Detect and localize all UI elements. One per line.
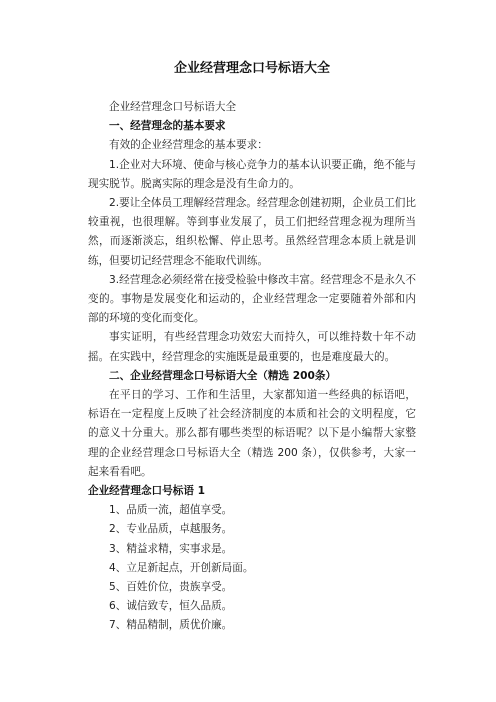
list-item: 7、精品精制，质优价廉。	[109, 619, 233, 632]
point-3: 3.经营理念必须经常在接受检验中修改丰富。经营理念不是永久不变的。事物是发展变化和运动的，企业经营理念一定要随着外部和内部的环境的变化而变化。	[88, 273, 416, 325]
section-heading-2: 二、企业经营理念口号标语大全（精选 200条）	[109, 369, 337, 382]
point-1: 1.企业对大环境、使命与核心竞争力的基本认识要正确，绝不能与现实脱节。脱离实际的理念是没有生命力的。	[88, 158, 416, 190]
list-item: 3、精益求精，实事求是。	[109, 542, 233, 555]
slogan-list	[88, 501, 416, 635]
document-subtitle: 企业经营理念口号标语大全	[109, 101, 237, 113]
section-2-intro: 在平日的学习、工作和生活里，大家都知道一些经典的标语吧，标语在一定程度上反映了社会经济制度的本质和社会的文明程度，它的意义十分重大。那么都有哪些类型的标语呢？以下是小编帮大家整理的企业经营理念口号标语大全（精选 200 条），仅供参考，大家一起来看看吧。	[88, 389, 416, 478]
slogan-heading: 企业经营理念口号标语 1	[88, 485, 205, 498]
document-title: 企业经营理念口号标语大全	[173, 61, 330, 76]
list-item: 2、专业品质，卓越服务。	[109, 523, 233, 536]
point-2: 2.要让全体员工理解经营理念。经营理念创建初期，企业员工们比较重视，也很理解。等到事业发展了，员工们把经营理念视为理所当然，而逐渐淡忘，组织松懈、停止思考。虽然经营理念本质上就是训练，但要切记经营理念不能取代训练。	[88, 197, 416, 267]
section-1-intro: 有效的企业经营理念的基本要求：	[109, 139, 268, 152]
list-item: 1、品质一流，超值享受。	[109, 504, 233, 517]
point-fact: 事实证明，有些经营理念功效宏大而持久，可以维持数十年不动摇。在实践中，经营理念的实施既是最重要的，也是难度最大的。	[88, 331, 416, 363]
list-item: 5、百姓价位，贵族享受。	[109, 581, 233, 594]
list-item: 6、诚信致专，恒久品质。	[109, 600, 233, 613]
list-item: 4、立足新起点，开创新局面。	[109, 561, 254, 574]
section-heading-1: 一、经营理念的基本要求	[109, 120, 226, 133]
